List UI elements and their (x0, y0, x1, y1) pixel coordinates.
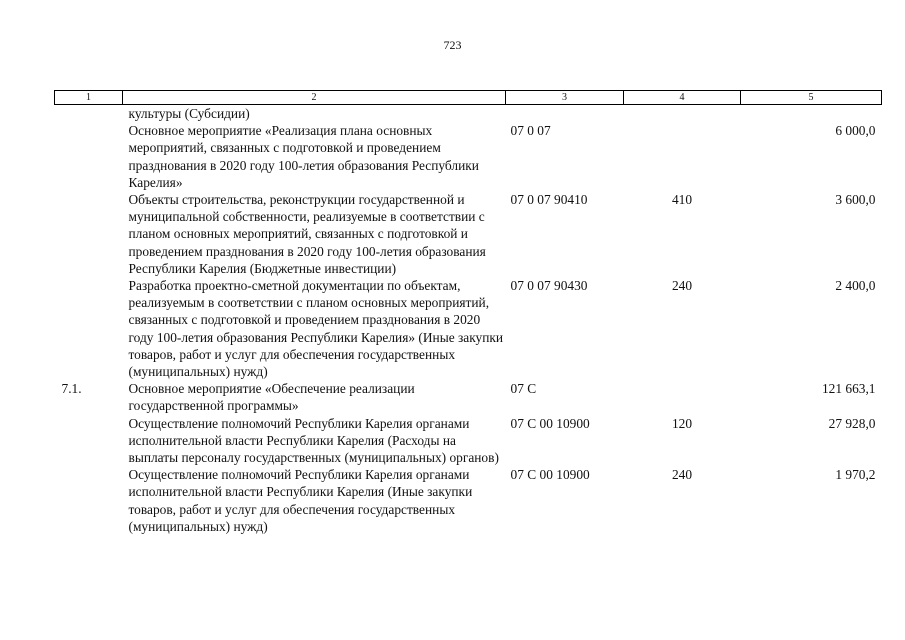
row-name: Осуществление полномочий Республики Карелия органами исполнительной власти Республики Карелия (Расходы на выплаты персоналу государственных (муниципальных) органов) (128, 415, 499, 466)
row-code: 07 С 00 10900 (510, 415, 590, 431)
table-row (55, 277, 882, 380)
row-amount: 2 400,0 (835, 278, 876, 294)
row-name: Основное мероприятие «Реализация плана основных мероприятий, связанных с подготовкой и проведением празднования в 2020 году 100-летия образования Республики Карелия» (128, 123, 479, 190)
row-expense-type: 240 (671, 278, 693, 294)
row-code (506, 105, 624, 123)
row-expense-type (624, 105, 741, 123)
column-header-3: 3 (506, 91, 624, 105)
row-amount: 3 600,0 (835, 192, 876, 208)
row-number (55, 105, 123, 123)
table-row (55, 415, 882, 467)
row-amount: 27 928,0 (828, 415, 876, 431)
row-number (55, 277, 123, 380)
row-name: Разработка проектно-сметной документации по объектам, реализуемым в соответствии с планом основных мероприятий, связанных с подготовкой и проведением празднования в 2020 году 100-летия образования Республики Карелия» (Иные закупки товаров, работ и услуг для обеспечения государственных (муниципальных) нужд) (128, 278, 504, 380)
row-code: 07 0 07 90410 (510, 192, 588, 208)
table-row (55, 380, 882, 414)
row-expense-type (624, 380, 741, 414)
table-row (55, 105, 882, 123)
table-body (55, 105, 882, 536)
header-row (55, 91, 882, 105)
table-row (55, 191, 882, 277)
row-amount: 6 000,0 (835, 123, 876, 139)
row-code: 07 0 07 90430 (510, 278, 588, 294)
row-number (55, 415, 123, 467)
row-expense-type: 120 (671, 415, 693, 431)
row-number (55, 122, 123, 191)
table-row (55, 122, 882, 191)
row-name: культуры (Субсидии) (128, 106, 250, 121)
column-header-2: 2 (123, 91, 506, 105)
row-name: Объекты строительства, реконструкции государственной и муниципальной собственности, реализуемые в соответствии с планом основных мероприятий, связанных с подготовкой и проведением празднования в 2020 году 100-летия образования Республики Карелия (Бюджетные инвестиции) (128, 192, 486, 276)
row-name: Осуществление полномочий Республики Карелия органами исполнительной власти Республики Карелия (Иные закупки товаров, работ и услуг для обеспечения государственных (муниципальных) нужд) (128, 467, 473, 534)
column-header-1: 1 (55, 91, 123, 105)
row-code: 07 0 07 (510, 123, 551, 139)
row-code: 07 С (510, 381, 537, 397)
column-header-4: 4 (624, 91, 741, 105)
row-amount: 121 663,1 (821, 381, 876, 397)
row-expense-type: 240 (671, 467, 693, 483)
table-row (55, 466, 882, 535)
row-name: Основное мероприятие «Обеспечение реализации государственной программы» (128, 381, 415, 414)
row-number (55, 466, 123, 535)
row-code: 07 С 00 10900 (510, 467, 590, 483)
row-amount (741, 105, 882, 123)
row-expense-type (624, 122, 741, 191)
row-number: 7.1. (61, 381, 82, 397)
row-number (55, 191, 123, 277)
row-amount: 1 970,2 (835, 467, 876, 483)
table-header (55, 91, 882, 105)
column-header-5: 5 (741, 91, 882, 105)
budget-table (54, 90, 882, 535)
row-expense-type: 410 (671, 192, 693, 208)
page-number: 723 (443, 38, 462, 52)
